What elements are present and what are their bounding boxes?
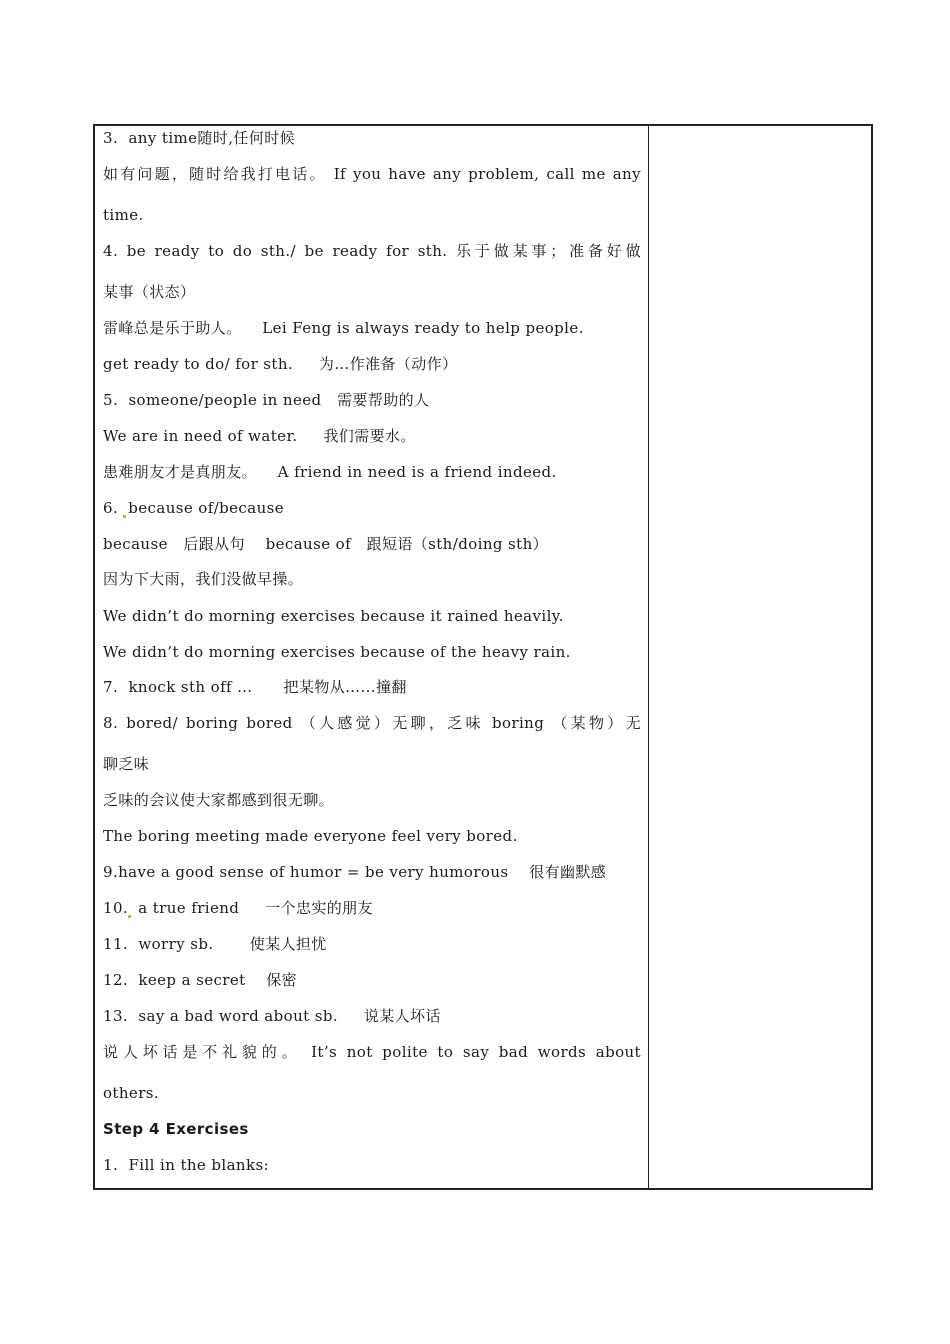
column-divider	[648, 124, 649, 1190]
item-text: because of/because	[128, 499, 285, 517]
note-line: 12. keep a secret 保密	[103, 971, 298, 989]
item-text: a true friend 一个忠实的朋友	[133, 899, 373, 917]
note-line: 7. knock sth off … 把某物从……撞翻	[103, 678, 407, 696]
annotation-mark	[128, 915, 131, 918]
note-line: The boring meeting made everyone feel very bored.	[103, 827, 518, 845]
note-line: 因为下大雨，我们没做早操。	[103, 570, 304, 588]
note-line: 3. any time随时,任何时候	[103, 129, 295, 147]
note-line: 4. be ready to do sth./ be ready for sth. 乐于做某事；准备好做	[103, 242, 641, 260]
note-line: 13. say a bad word about sb. 说某人坏话	[103, 1007, 441, 1025]
annotation-mark	[123, 515, 126, 518]
item-number: 10.	[103, 899, 129, 917]
note-line: 雷峰总是乐于助人。 Lei Feng is always ready to help people.	[103, 319, 584, 337]
note-line: 如有问题，随时给我打电话。 If you have any problem, call me any	[103, 165, 641, 183]
note-line: We are in need of water. 我们需要水。	[103, 427, 416, 445]
note-line: 11. worry sb. 使某人担忧	[103, 935, 327, 953]
note-line: because 后跟从句 because of 跟短语（sth/doing sth）	[103, 535, 549, 553]
note-line: 8. bored/ boring bored （人感觉）无聊，乏味 boring （某物）无	[103, 714, 641, 732]
note-line: 9.have a good sense of humor = be very humorous 很有幽默感	[103, 863, 607, 881]
note-line: 1. Fill in the blanks:	[103, 1156, 270, 1174]
note-line: get ready to do/ for sth. 为…作准备（动作）	[103, 355, 458, 373]
note-line: 患难朋友才是真朋友。 A friend in need is a friend indeed.	[103, 463, 557, 481]
note-line: We didn’t do morning exercises because of the heavy rain.	[103, 643, 571, 661]
note-line: time.	[103, 206, 144, 224]
note-line: 说人坏话是不礼貌的。 It’s not polite to say bad words about	[103, 1043, 641, 1061]
note-line: others.	[103, 1084, 160, 1102]
note-line	[103, 898, 373, 918]
note-line: 某事（状态）	[103, 283, 196, 301]
note-line: 5. someone/people in need 需要帮助的人	[103, 391, 430, 409]
item-number: 6.	[103, 499, 124, 517]
section-heading: Step 4 Exercises	[103, 1120, 249, 1138]
note-line: We didn’t do morning exercises because it rained heavily.	[103, 607, 564, 625]
note-line: 聊乏味	[103, 755, 150, 773]
note-line	[103, 498, 284, 518]
note-line: 乏味的会议使大家都感到很无聊。	[103, 791, 335, 809]
